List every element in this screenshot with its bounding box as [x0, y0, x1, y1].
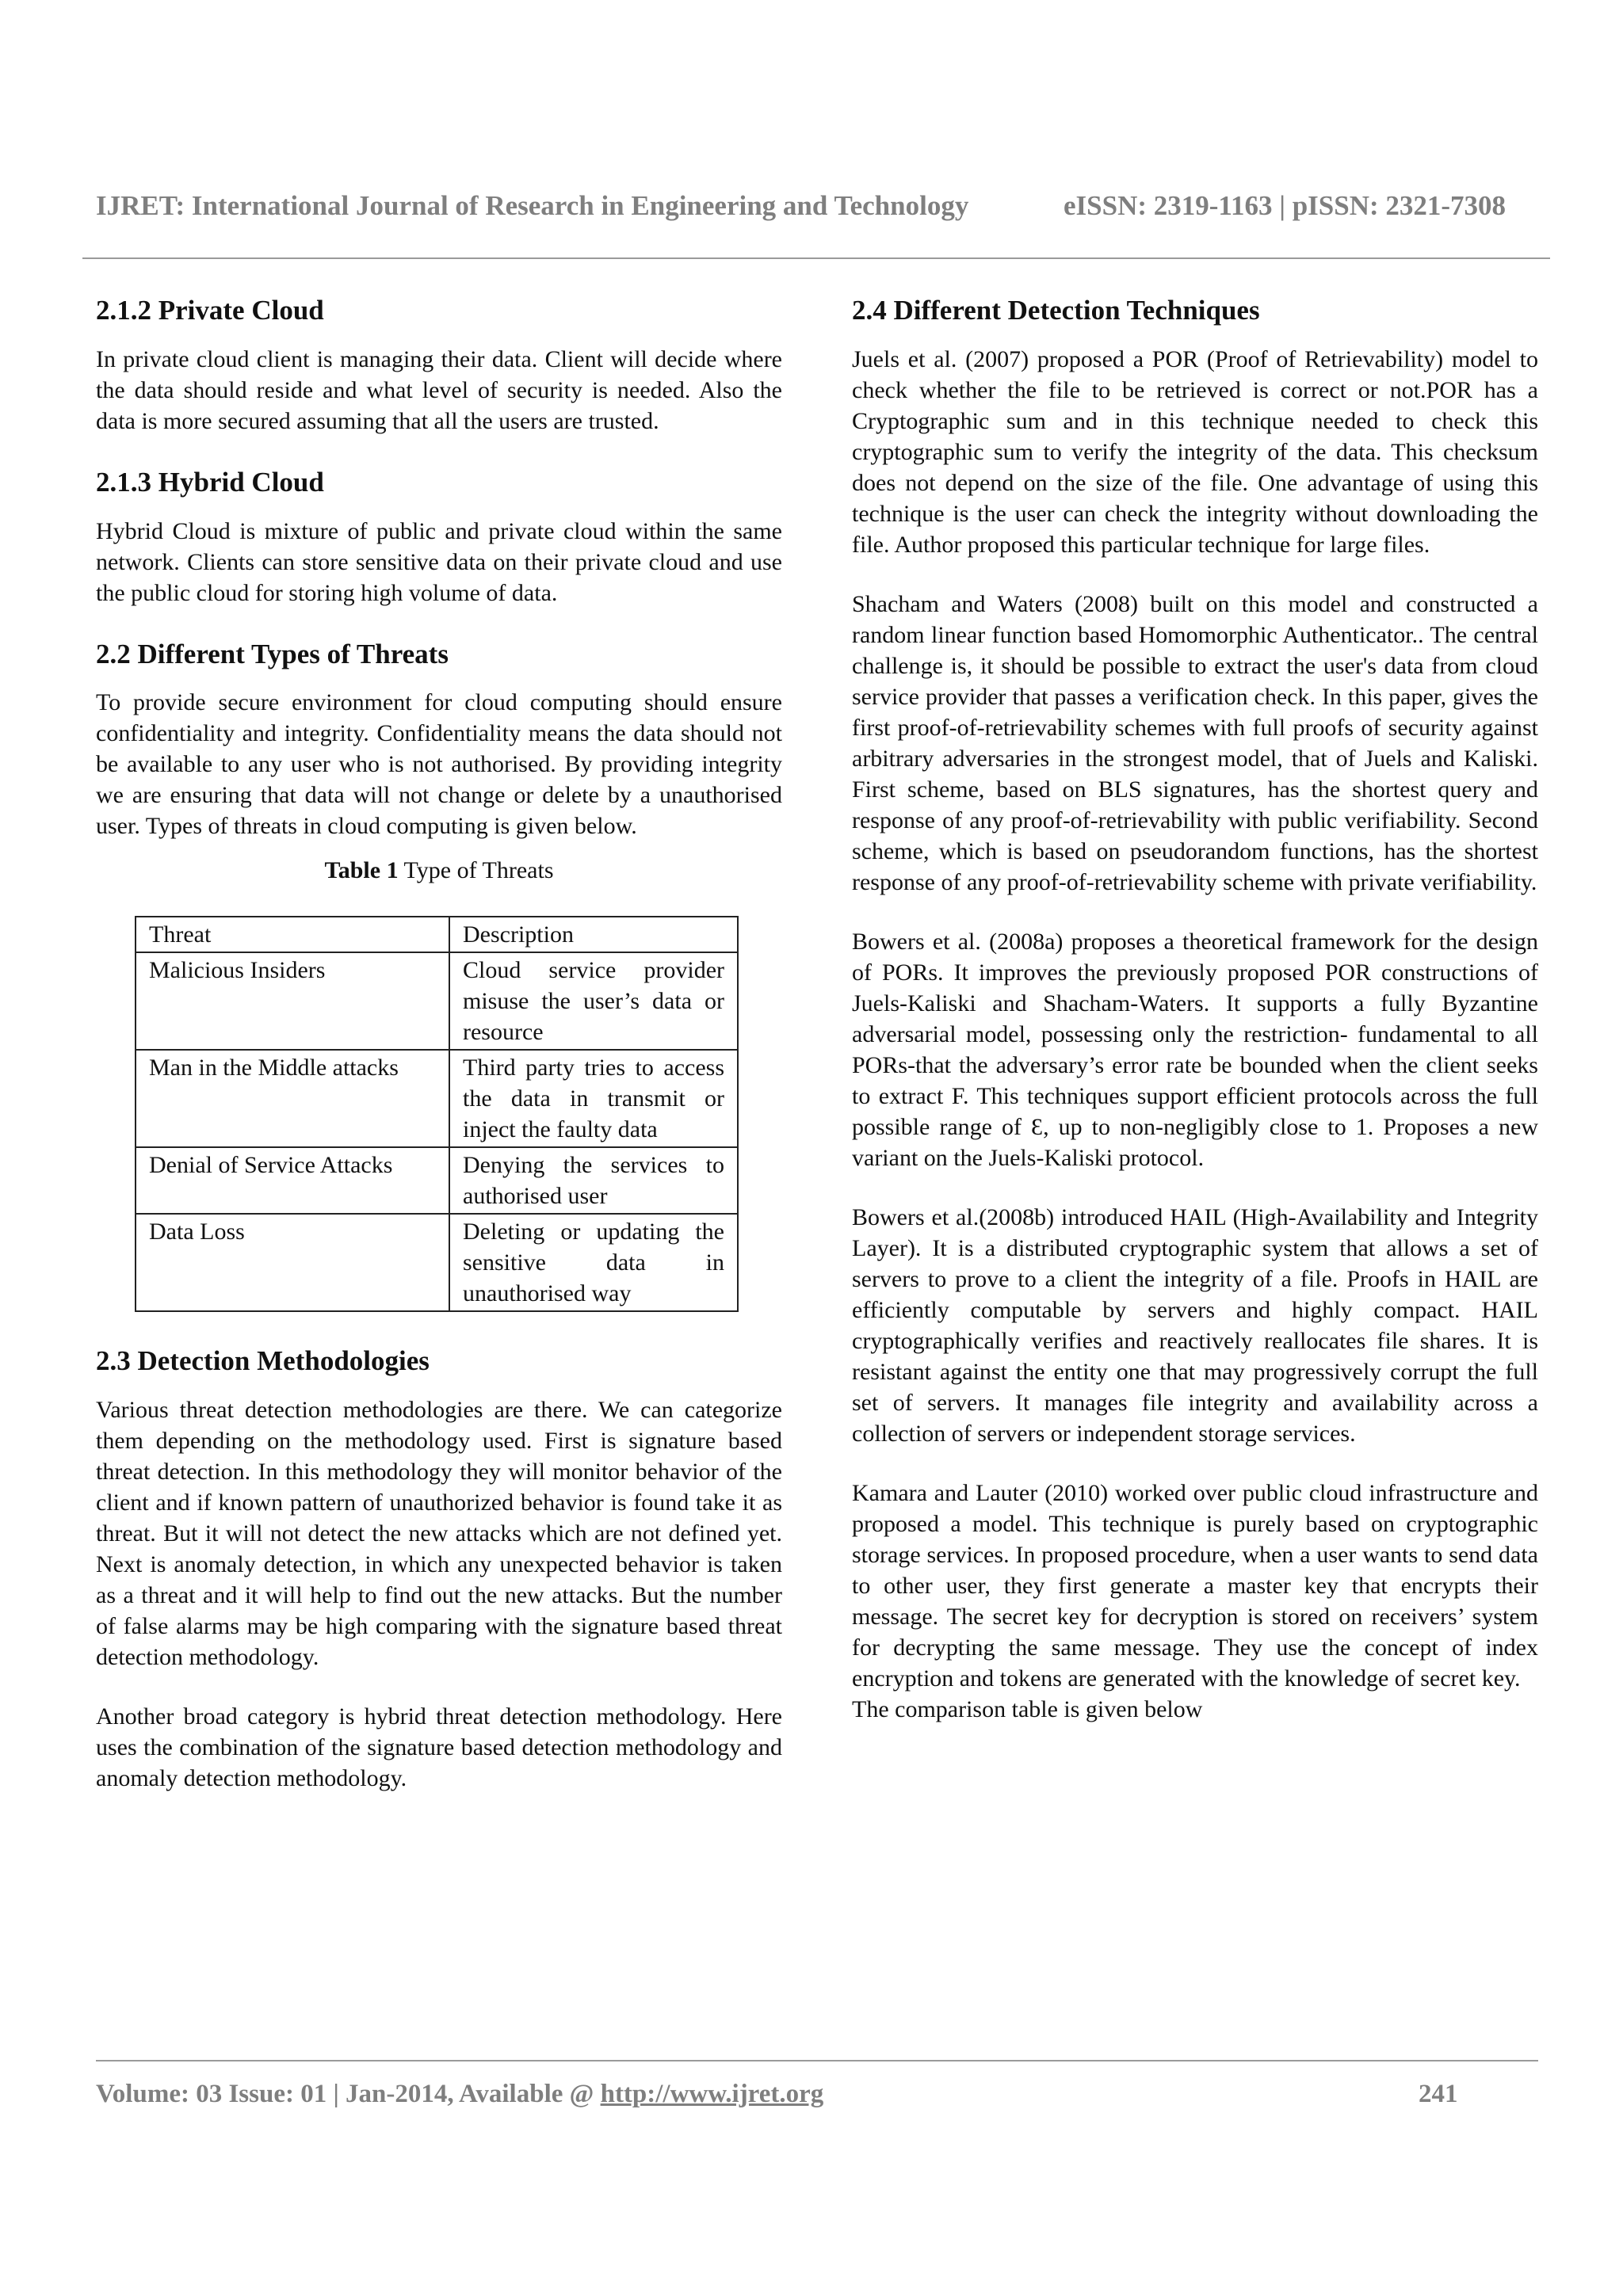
header-threat: Threat: [136, 917, 449, 952]
section-2-1-3-heading: 2.1.3 Hybrid Cloud: [96, 466, 324, 498]
bowers-2008b-paragraph: Bowers et al.(2008b) introduced HAIL (High-Availability and Integrity Layer). It is a distributed cryptographic system that allows a set of servers to prove to a client the integrity of a file. Proofs in HAIL are efficiently computable by servers and highly compact. HAIL cryptographically verifies and reactively reallocates file shares. It is resistant against the entity one that may progressively corrupt the full set of servers. It manages file integrity and availability across a collection of servers or independent storage services.: [852, 1203, 1538, 1447]
table-row: [136, 1050, 738, 1147]
shacham-waters-paragraph: Shacham and Waters (2008) built on this model and constructed a random linear function based Homomorphic Authenticator.. The central challenge is, it should be possible to extract the user's data from cloud service provider that passes a verification check. In this paper, gives the first proof-of-retrievability schemes with full proofs of security against arbitrary adversaries in the strongest model, that of Juels and Kaliski. First scheme, based on BLS signatures, has the shortest query and response of any proof-of-retrievability with public verifiability. Second scheme, which is based on pseudorandom functions, has the shortest response of any proof-of-retrievability scheme with private verifiability.: [852, 590, 1538, 895]
juels-paragraph: Juels et al. (2007) proposed a POR (Proof of Retrievability) model to check whether the file to be retrieved is correct or not.POR has a Cryptographic sum and in this technique needed to check this cryptographic sum to verify the integrity of the data. This checksum does not depend on the size of the file. One advantage of using this technique is the user can check the integrity without downloading the file. Author proposed this particular technique for large files.: [852, 345, 1538, 558]
threats-paragraph: To provide secure environment for cloud computing should ensure confidentiality and integrity. Confidentiality means the data should not be available to any user who is not authorised. By providing integrity we are ensuring that data will not change or delete by a unauthorised user. Types of threats in cloud computing is given below.: [96, 689, 782, 840]
table-label: Table 1: [324, 857, 399, 884]
footer-divider: [96, 2060, 1538, 2061]
journal-link[interactable]: http://www.ijret.org: [600, 2080, 824, 2108]
volume-info: Volume: 03 Issue: 01 | Jan-2014, Available @: [96, 2080, 594, 2108]
threat-cell: Denial of Service Attacks: [136, 1147, 449, 1214]
table-row: [136, 952, 738, 1050]
section-2-3-heading: 2.3 Detection Methodologies: [96, 1345, 430, 1377]
table-row: [136, 1214, 738, 1311]
description-cell: Third party tries to access the data in transmit or inject the faulty data: [449, 1050, 738, 1147]
left-column: [96, 293, 782, 1822]
journal-title: IJRET: International Journal of Research in Engineering and Technology: [96, 190, 969, 221]
table-header-row: [136, 917, 738, 952]
section-2-4-heading: 2.4 Different Detection Techniques: [852, 295, 1260, 326]
private-cloud-paragraph: In private cloud client is managing their data. Client will decide where the data should reside and what level of security is needed. Also the data is more secured assuming that all the users are trusted.: [96, 345, 782, 434]
page-number: 241: [1419, 2080, 1458, 2108]
section-2-1-2-heading: 2.1.2 Private Cloud: [96, 295, 324, 326]
comparison-table-intro: The comparison table is given below: [852, 1695, 1203, 1722]
right-column: [852, 293, 1538, 1753]
table-row: [136, 1147, 738, 1214]
description-cell: Cloud service provider misuse the user’s data or resource: [449, 952, 738, 1050]
threat-cell: Data Loss: [136, 1214, 449, 1311]
threats-table: [135, 916, 739, 1312]
hybrid-detection-paragraph: Another broad category is hybrid threat detection methodology. Here uses the combination of the signature based detection methodology and anomaly detection methodology.: [96, 1703, 782, 1791]
threat-cell: Malicious Insiders: [136, 952, 449, 1050]
hybrid-cloud-paragraph: Hybrid Cloud is mixture of public and private cloud within the same network. Clients can store sensitive data on their private cloud and use the public cloud for storing high volume of data.: [96, 517, 782, 606]
description-cell: Denying the services to authorised user: [449, 1147, 738, 1214]
table-caption-text: Type of Threats: [403, 857, 554, 884]
running-footer: [96, 2080, 823, 2109]
issn-info: eISSN: 2319-1163 | pISSN: 2321-7308: [1064, 190, 1507, 221]
bowers-2008a-paragraph: Bowers et al. (2008a) proposes a theoretical framework for the design of PORs. It improves the previously proposed POR constructions of Juels-Kaliski and Shacham-Waters. It supports a fully Byzantine adversarial model, possessing only the restriction- fundamental to all PORs-that the adversary’s error rate be bounded when the client seeks to extract F. This techniques support efficient protocols across the full possible range of Ɛ, up to non-negligibly close to 1. Proposes a new variant on the Juels-Kaliski protocol.: [852, 928, 1538, 1171]
description-cell: Deleting or updating the sensitive data in unauthorised way: [449, 1214, 738, 1311]
threat-cell: Man in the Middle attacks: [136, 1050, 449, 1147]
detection-methodologies-paragraph: Various threat detection methodologies are there. We can categorize them depending on the methodology used. First is signature based threat detection. In this methodology they will monitor behavior of the client and if known pattern of unauthorized behavior is found take it as threat. But it will not detect the new attacks which are not defined yet. Next is anomaly detection, in which any unexpected behavior is taken as a threat and it will help to find out the new attacks. But the number of false alarms may be high comparing with the signature based threat detection methodology.: [96, 1397, 782, 1670]
header-description: Description: [449, 917, 738, 952]
table-caption: [96, 857, 782, 884]
section-2-2-heading: 2.2 Different Types of Threats: [96, 638, 449, 669]
header-divider: [82, 257, 1550, 259]
kamara-lauter-paragraph: Kamara and Lauter (2010) worked over public cloud infrastructure and proposed a model. This technique is purely based on cryptographic storage services. In proposed procedure, when a user wants to send data to other user, they first generate a master key that encrypts their message. The secret key for decryption is stored on receivers’ system for decrypting the same message. They use the concept of index encryption and tokens are generated with the knowledge of secret key.: [852, 1479, 1538, 1691]
